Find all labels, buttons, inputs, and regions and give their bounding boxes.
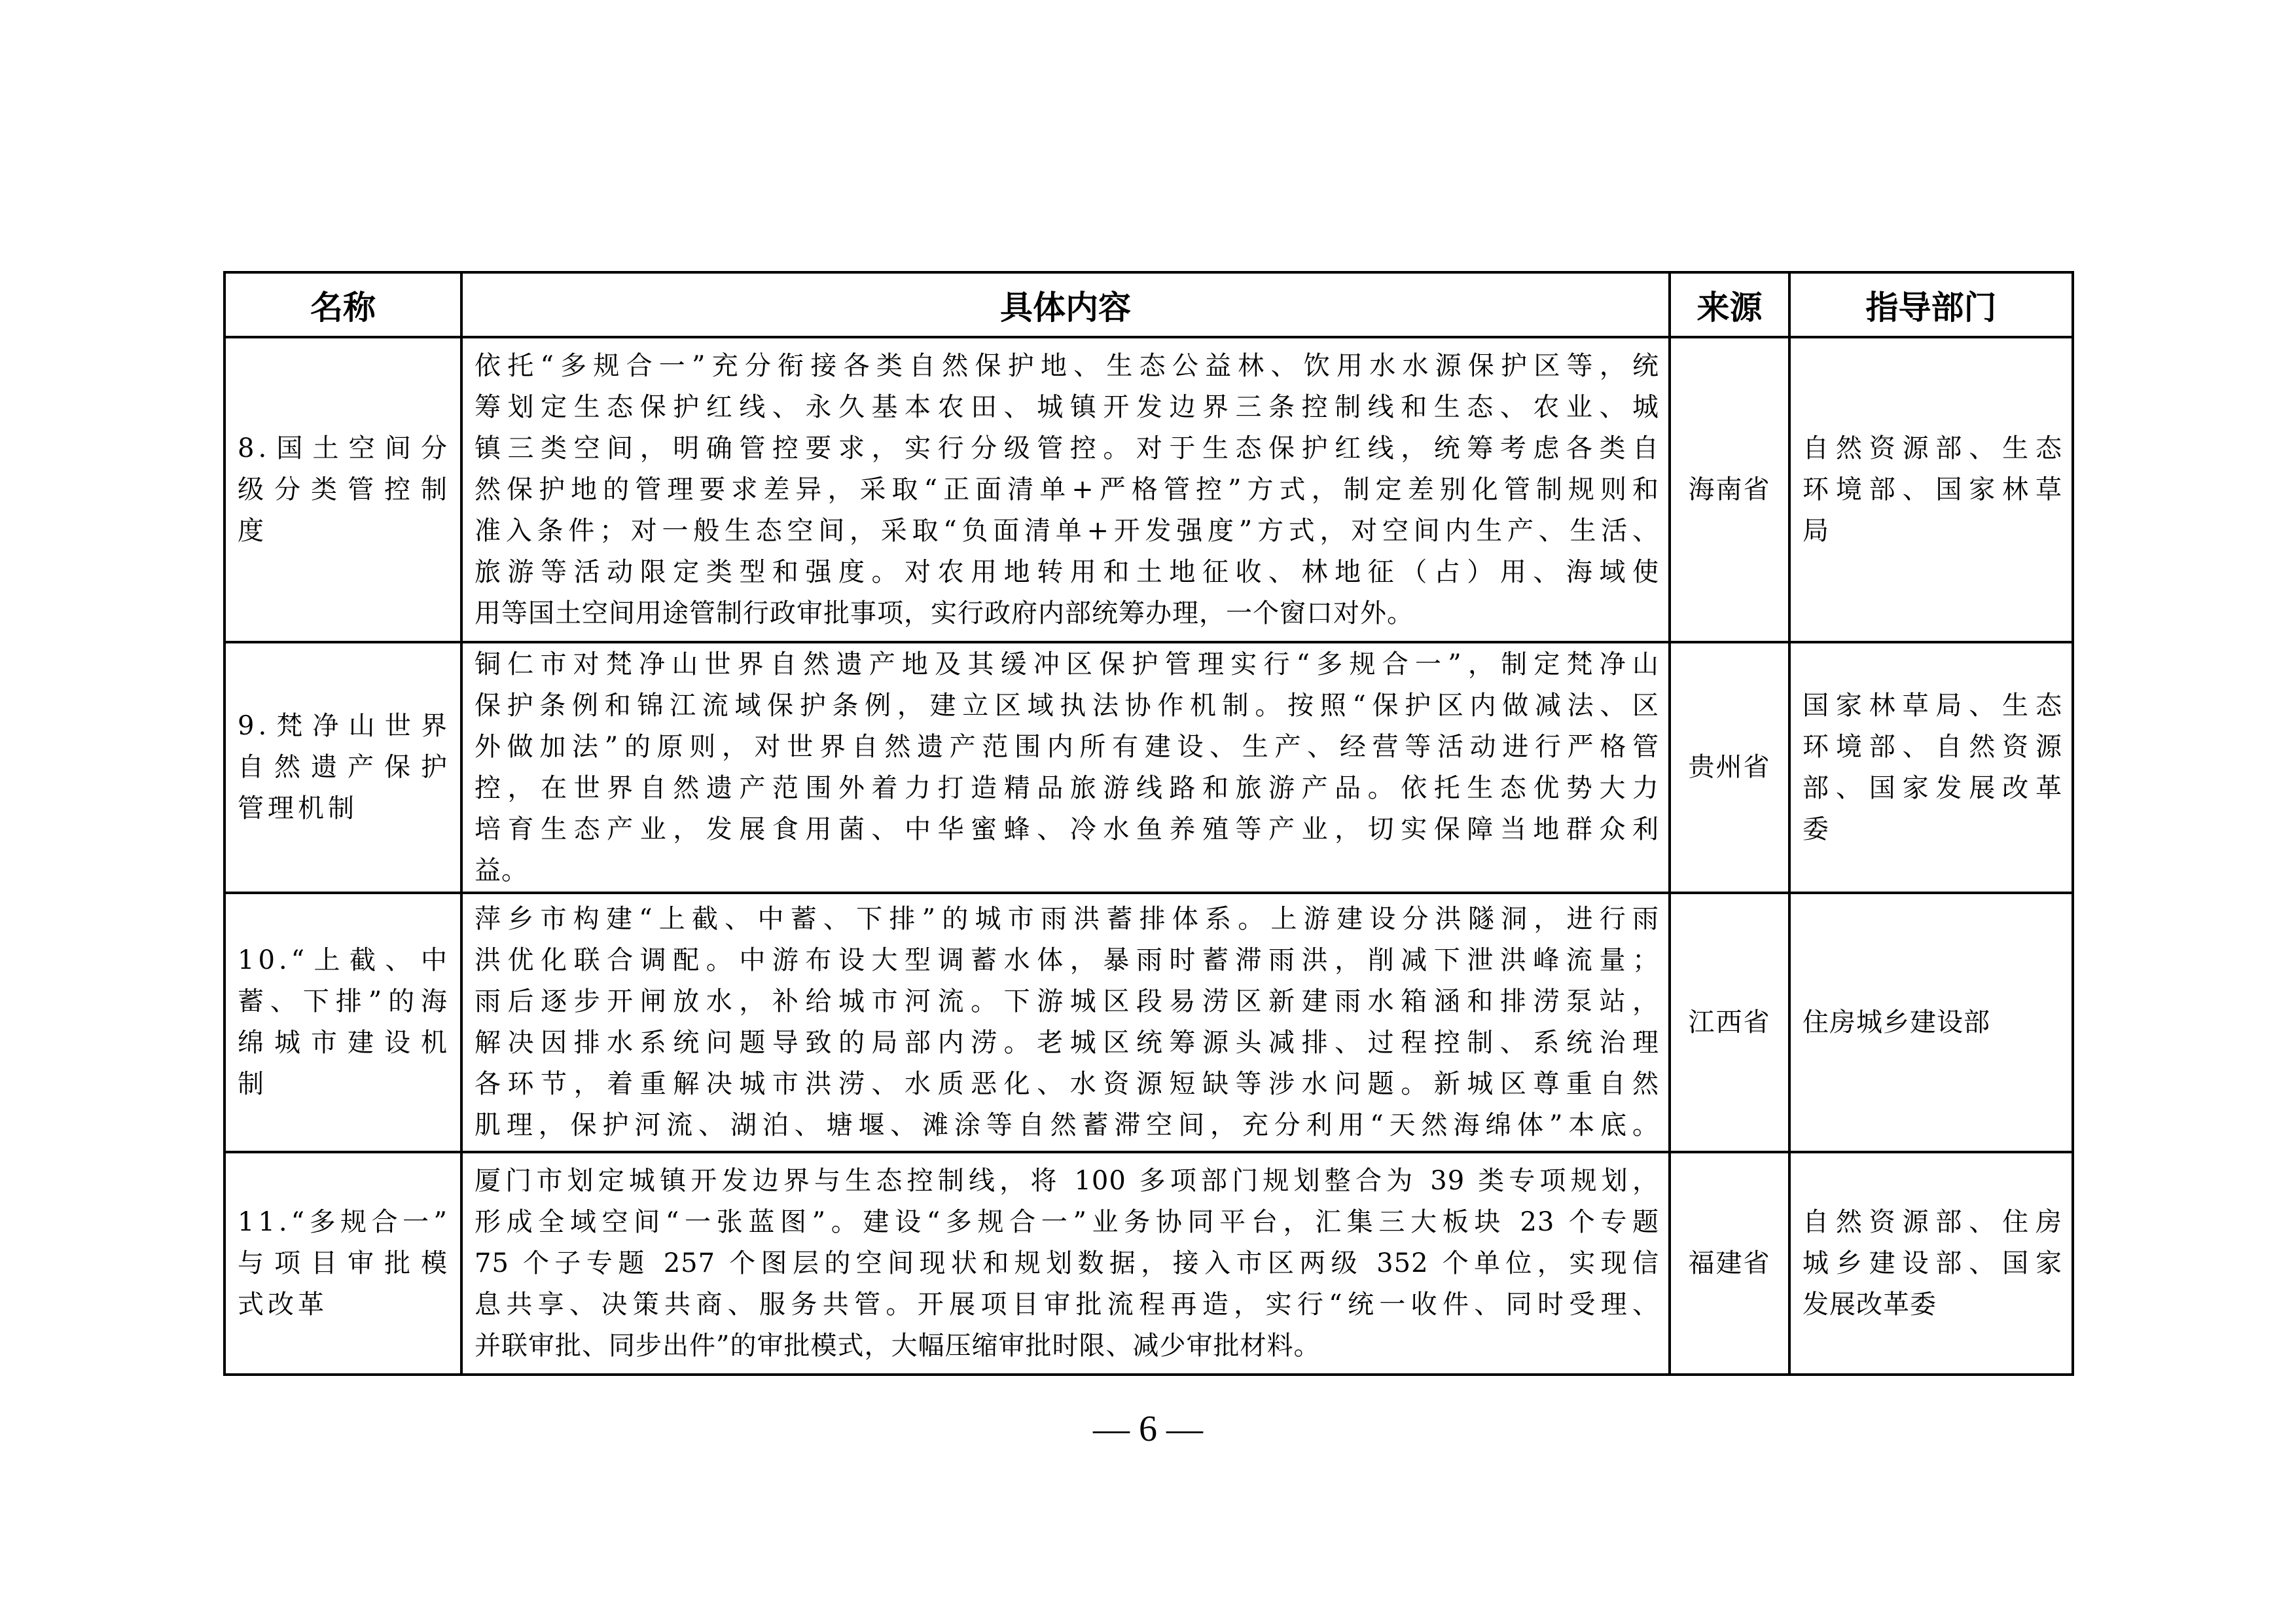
content-line: 铜仁市对梵净山世界自然遗产地及其缓冲区保护管理实行“多规合一”，制定梵净山 xyxy=(475,649,1659,679)
dept-line: 城乡建设部、国家 xyxy=(1803,1248,2062,1278)
header-name: 名称 xyxy=(224,272,461,337)
row-content-cell xyxy=(461,1152,1670,1375)
row-content-cell xyxy=(461,337,1670,642)
content-line: 肌理，保护河流、湖泊、塘堰、滩涂等自然蓄滞空间，充分利用“天然海绵体”本底。 xyxy=(475,1110,1659,1140)
content-line: 息共享、决策共商、服务共管。开展项目审批流程再造，实行“统一收件、同时受理、 xyxy=(475,1289,1659,1320)
content-line: 准入条件；对一般生态空间，采取“负面清单+开发强度”方式，对空间内生产、生活、 xyxy=(475,515,1659,546)
name-line: 管理机制 xyxy=(238,793,358,823)
name-line: 制 xyxy=(238,1069,268,1099)
row-name-cell xyxy=(224,893,461,1152)
content-line: 形成全域空间“一张蓝图”。建设“多规合一”业务协同平台，汇集三大板块 23 个专题 xyxy=(475,1206,1659,1237)
dept-line: 委 xyxy=(1803,814,1829,844)
table-row xyxy=(224,337,2073,642)
dept-line: 环境部、国家林草 xyxy=(1803,474,2062,505)
table-row xyxy=(224,893,2073,1152)
dept-line: 住房城乡建设部 xyxy=(1803,1007,1990,1038)
name-line: 度 xyxy=(238,515,268,546)
policy-table xyxy=(223,271,2074,1376)
row-source-cell: 海南省 xyxy=(1670,337,1789,642)
content-line: 控，在世界自然遗产范围外着力打造精品旅游线路和旅游产品。依托生态优势大力 xyxy=(475,772,1659,803)
dept-line: 国家林草局、生态 xyxy=(1803,690,2062,721)
header-source: 来源 xyxy=(1670,272,1789,337)
dept-line: 局 xyxy=(1803,515,1829,546)
content-line: 保护条例和锦江流域保护条例，建立区域执法协作机制。按照“保护区内做减法、区 xyxy=(475,690,1659,721)
content-line: 雨后逐步开闸放水，补给城市河流。下游城区段易涝区新建雨水箱涵和排涝泵站， xyxy=(475,986,1659,1017)
content-line: 然保护地的管理要求差异，采取“正面清单+严格管控”方式，制定差别化管制规则和 xyxy=(475,474,1659,505)
row-dept-cell xyxy=(1789,1152,2073,1375)
row-source-cell: 贵州省 xyxy=(1670,642,1789,893)
page-number: — 6 — xyxy=(1093,1409,1203,1449)
row-dept-cell xyxy=(1789,893,2073,1152)
content-line: 旅游等活动限定类型和强度。对农用地转用和土地征收、林地征（占）用、海域使 xyxy=(475,556,1659,587)
table-row xyxy=(224,642,2073,893)
content-line: 解决因排水系统问题导致的局部内涝。老城区统筹源头减排、过程控制、系统治理 xyxy=(475,1028,1659,1058)
name-line: 自然遗产保护 xyxy=(238,752,451,782)
name-line: 8.国土空间分 xyxy=(238,433,451,463)
name-line: 9.梵净山世界 xyxy=(238,711,451,741)
header-content: 具体内容 xyxy=(461,272,1670,337)
dept-line: 自然资源部、生态 xyxy=(1803,433,2062,463)
content-line: 洪优化联合调配。中游布设大型调蓄水体，暴雨时蓄滞雨洪，削减下泄洪峰流量； xyxy=(475,945,1659,975)
name-line: 与项目审批模 xyxy=(238,1248,451,1278)
row-content-cell xyxy=(461,642,1670,893)
content-line: 培育生态产业，发展食用菌、中华蜜蜂、冷水鱼养殖等产业，切实保障当地群众利 xyxy=(475,814,1659,844)
row-name-cell xyxy=(224,1152,461,1375)
dept-line: 发展改革委 xyxy=(1803,1289,1937,1320)
row-source-cell: 福建省 xyxy=(1670,1152,1789,1375)
table-row xyxy=(224,1152,2073,1375)
content-line: 萍乡市构建“上截、中蓄、下排”的城市雨洪蓄排体系。上游建设分洪隧洞，进行雨 xyxy=(475,904,1659,934)
dept-line: 自然资源部、住房 xyxy=(1803,1206,2062,1237)
header-dept: 指导部门 xyxy=(1789,272,2073,337)
content-line: 各环节，着重解决城市洪涝、水质恶化、水资源短缺等涉水问题。新城区尊重自然 xyxy=(475,1069,1659,1099)
row-content-cell xyxy=(461,893,1670,1152)
table-header-row xyxy=(224,272,2073,337)
content-line: 筹划定生态保护红线、永久基本农田、城镇开发边界三条控制线和生态、农业、城 xyxy=(475,391,1659,422)
content-line: 75 个子专题 257 个图层的空间现状和规划数据，接入市区两级 352 个单位，实现信 xyxy=(475,1248,1659,1278)
row-name-cell xyxy=(224,642,461,893)
content-line: 用等国土空间用途管制行政审批事项，实行政府内部统筹办理，一个窗口对外。 xyxy=(475,598,1414,628)
name-line: 蓄、下排”的海 xyxy=(238,986,451,1017)
content-line: 益。 xyxy=(475,855,528,886)
name-line: 绵城市建设机 xyxy=(238,1028,451,1058)
dept-line: 环境部、自然资源 xyxy=(1803,731,2062,762)
row-source-cell: 江西省 xyxy=(1670,893,1789,1152)
row-name-cell xyxy=(224,337,461,642)
name-line: 级分类管控制 xyxy=(238,474,451,505)
name-line: 10.“上截、中 xyxy=(238,945,451,975)
name-line: 式改革 xyxy=(238,1289,328,1320)
row-dept-cell xyxy=(1789,337,2073,642)
row-dept-cell xyxy=(1789,642,2073,893)
content-line: 镇三类空间，明确管控要求，实行分级管控。对于生态保护红线，统筹考虑各类自 xyxy=(475,433,1659,463)
name-line: 11.“多规合一” xyxy=(238,1206,451,1237)
content-line: 厦门市划定城镇开发边界与生态控制线，将 100 多项部门规划整合为 39 类专项规划， xyxy=(475,1165,1659,1196)
content-line: 依托“多规合一”充分衔接各类自然保护地、生态公益林、饮用水水源保护区等，统 xyxy=(475,350,1659,381)
dept-line: 部、国家发展改革 xyxy=(1803,772,2062,803)
content-line: 外做加法”的原则，对世界自然遗产范围内所有建设、生产、经营等活动进行严格管 xyxy=(475,731,1659,762)
content-line: 并联审批、同步出件”的审批模式，大幅压缩审批时限、减少审批材料。 xyxy=(475,1330,1321,1361)
